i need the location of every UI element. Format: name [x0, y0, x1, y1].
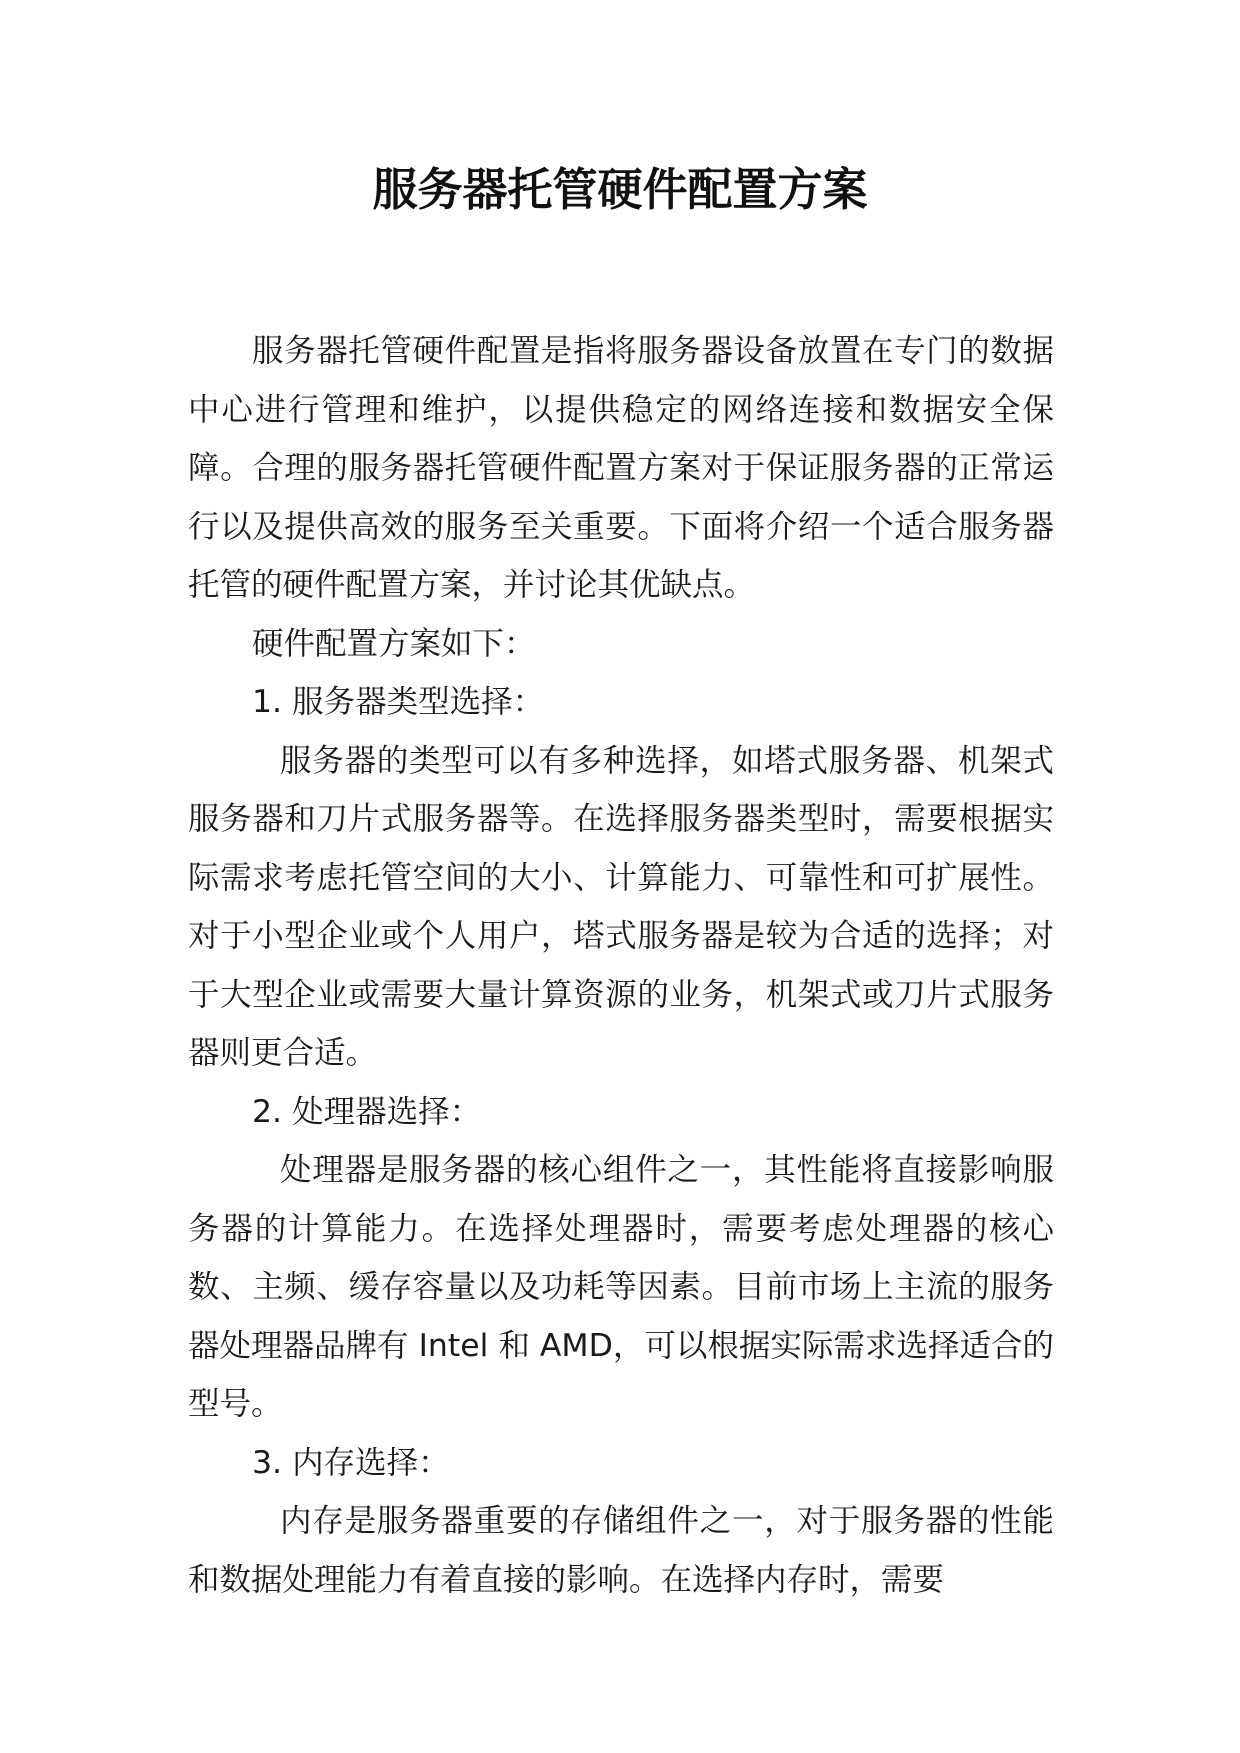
- intro-paragraph: 服务器托管硬件配置是指将服务器设备放置在专门的数据中心进行管理和维护，以提供稳定的网络连接和数据安全保障。合理的服务器托管硬件配置方案对于保证服务器的正常运行以及提供高效的服务至关重要。下面将介绍一个适合服务器托管的硬件配置方案，并讨论其优缺点。: [188, 333, 1054, 603]
- section-3-paragraph: 内存是服务器重要的存储组件之一，对于服务器的性能和数据处理能力有着直接的影响。在选择内存时，需要: [188, 1503, 1054, 1598]
- section-3-heading: 3. 内存选择：: [252, 1444, 450, 1481]
- section-1-heading: 1. 服务器类型选择：: [252, 684, 545, 720]
- document-title: 服务器托管硬件配置方案: [372, 163, 868, 216]
- section-2-heading: 2. 处理器选择：: [252, 1093, 482, 1130]
- document-body: [188, 322, 1054, 1609]
- section-1-paragraph: 服务器的类型可以有多种选择，如塔式服务器、机架式服务器和刀片式服务器等。在选择服务器类型时，需要根据实际需求考虑托管空间的大小、计算能力、可靠性和可扩展性。对于小型企业或个人用户，塔式服务器是较为合适的选择；对于大型企业或需要大量计算资源的业务，机架式或刀片式服务器则更合适。: [188, 742, 1054, 1071]
- config-heading: 硬件配置方案如下：: [252, 625, 536, 662]
- section-2-paragraph: 处理器是服务器的核心组件之一，其性能将直接影响服务器的计算能力。在选择处理器时，需要考虑处理器的核心数、主频、缓存容量以及功耗等因素。目前市场上主流的服务器处理器品牌有 Intel 和 AMD，可以根据实际需求选择适合的型号。: [188, 1152, 1054, 1422]
